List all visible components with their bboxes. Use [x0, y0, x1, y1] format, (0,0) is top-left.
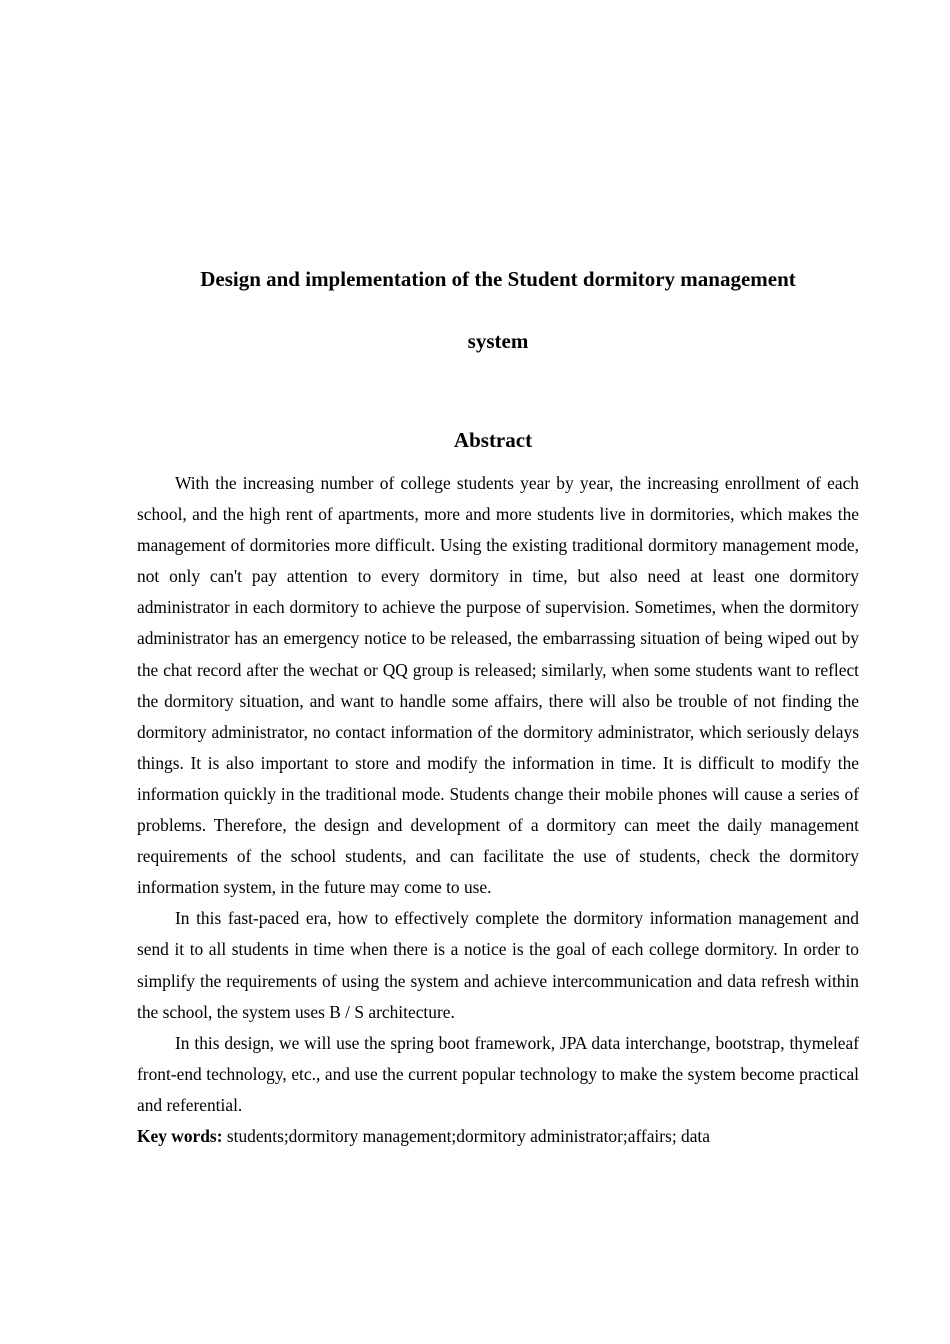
abstract-paragraph-2: In this fast-paced era, how to effectively complete the dormitory information management and send it to all students in time when there is a notice is the goal of each college dormitory. In order to simplify the requirements of using the system and achieve intercommunication and data refresh within the school, the system uses B / S architecture. — [137, 908, 859, 1022]
abstract-body — [137, 468, 859, 1152]
paper-title-line-2: system — [467, 329, 529, 353]
abstract-paragraph-1: With the increasing number of college students year by year, the increasing enrollment of each school, and the high rent of apartments, more and more students live in dormitories, which makes the management of dormitories more difficult. Using the existing traditional dormitory management mode, not only can't pay attention to every dormitory in time, but also need at least one dormitory administrator in each dormitory to achieve the purpose of supervision. Sometimes, when the dormitory administrator has an emergency notice to be released, the embarrassing situation of being wiped out by the chat record after the wechat or QQ group is released; similarly, when some students want to reflect the dormitory situation, and want to handle some affairs, there will also be trouble of not finding the dormitory administrator, no contact information of the dormitory administrator, which seriously delays things. It is also important to store and modify the information in time. It is difficult to modify the information quickly in the traditional mode. Students change their mobile phones will cause a series of problems. Therefore, the design and development of a dormitory can meet the daily management requirements of the school students, and can facilitate the use of students, check the dormitory information system, in the future may come to use. — [137, 473, 859, 898]
keywords-line — [137, 1121, 859, 1152]
paper-title — [137, 248, 859, 372]
keywords-text: students;dormitory management;dormitory administrator;affairs; data — [222, 1125, 710, 1146]
abstract-paragraph-3: In this design, we will use the spring boot framework, JPA data interchange, bootstrap, thymeleaf front-end technology, etc., and use the current popular technology to make the system become practical and referential. — [137, 1032, 859, 1115]
abstract-heading: Abstract — [453, 428, 533, 452]
paper-title-line-1: Design and implementation of the Student dormitory management — [200, 267, 796, 291]
keywords-label: Key words: — [137, 1125, 223, 1146]
